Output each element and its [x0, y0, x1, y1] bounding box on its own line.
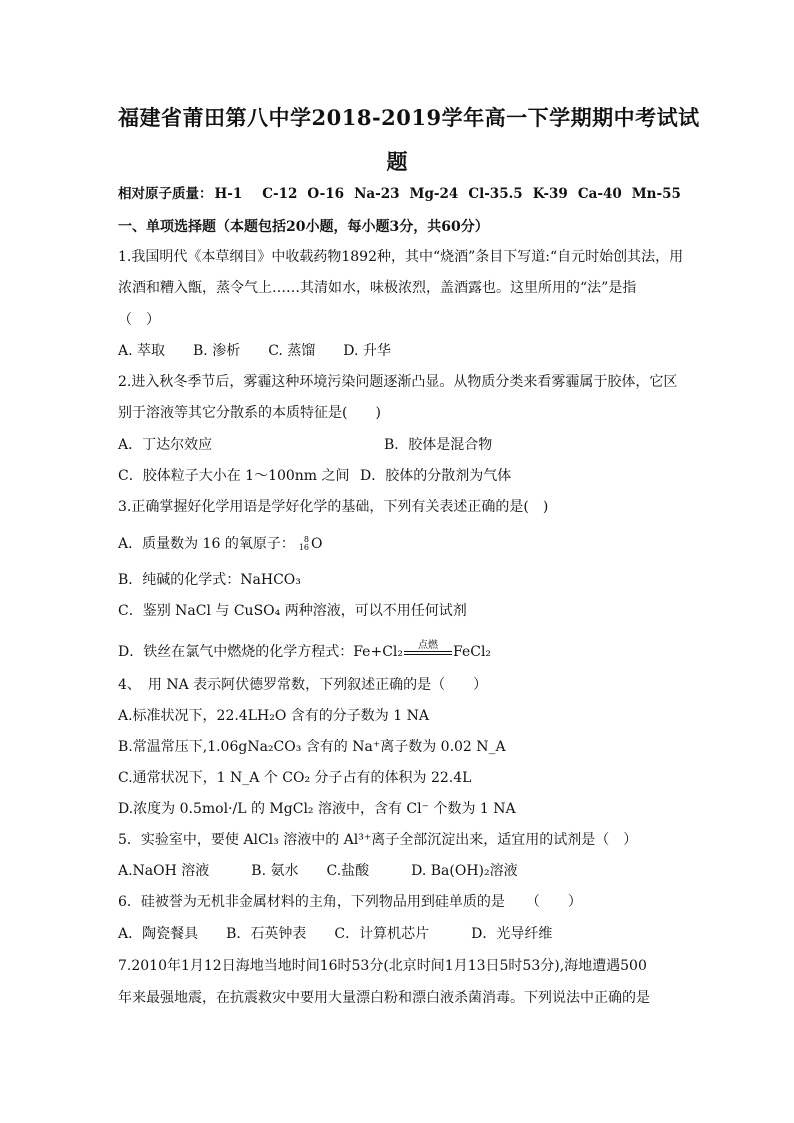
question-3-option-d	[118, 642, 491, 662]
reaction-condition-label: 点燃	[418, 640, 438, 651]
question-2-option-b: B．胶体是混合物	[384, 437, 493, 453]
question-5-text: 5．实验室中，要使 AlCl₃ 溶液中的 Al³⁺离子全部沉淀出来，适宜用的试剂是（ ）	[118, 832, 638, 848]
equation-left: D．铁丝在氯气中燃烧的化学方程式：Fe+Cl₂	[118, 644, 403, 660]
equation-right: FeCl₂	[453, 644, 492, 660]
isotope-mass-number: 16	[298, 543, 310, 552]
isotope-notation	[299, 536, 309, 552]
question-1-text-2: 浓酒和糟入甑，蒸令气上……其清如水，味极浓烈，盖酒露也。这里所用的“法”是指	[118, 280, 637, 296]
atom-mass: Mn-55	[631, 186, 681, 202]
question-4-text: 4、 用 NA 表示阿伏德罗常数，下列叙述正确的是（ ）	[118, 677, 488, 693]
question-4-option-d: D.浓度为 0.5mol·/L 的 MgCl₂ 溶液中，含有 Cl⁻ 个数为 1 NA	[118, 801, 516, 817]
question-4-option-a: A.标准状况下，22.4LH₂O 含有的分子数为 1 NA	[118, 708, 429, 724]
question-6-options: A．陶瓷餐具 B．石英钟表 C．计算机芯片 D．光导纤维	[118, 926, 553, 942]
reaction-condition-arrow	[404, 642, 452, 662]
question-6-text: 6．硅被誉为无机非金属材料的主角，下列物品用到硅单质的是 （ ）	[118, 894, 582, 910]
question-2-option-d: D．胶体的分散剂为气体	[360, 468, 512, 484]
atom-mass: Ca-40	[577, 186, 622, 202]
atom-mass: Na-23	[354, 186, 400, 202]
atom-mass: H-1	[214, 186, 243, 202]
atom-mass: Mg-24	[409, 186, 459, 202]
question-3-text: 3.正确掌握好化学用语是学好化学的基础，下列有关表述正确的是( )	[118, 499, 549, 515]
question-7-text-2: 年来最强地震，在抗震救灾中要用大量漂白粉和漂白液杀菌消毒。下列说法中正确的是	[118, 990, 650, 1006]
question-4-option-b: B.常温常压下,1.06gNa₂CO₃ 含有的 Na⁺离子数为 0.02 N_A	[118, 739, 506, 755]
atomic-label: 相对原子质量：	[118, 186, 213, 202]
atom-mass: K-39	[532, 186, 568, 202]
question-1-options: A. 萃取 B. 渗析 C. 蒸馏 D. 升华	[118, 343, 391, 359]
atom-mass: O-16	[307, 186, 345, 202]
question-5-options: A.NaOH 溶液 B. 氨水 C.盐酸 D. Ba(OH)₂溶液	[118, 863, 518, 879]
question-3-option-b: B．纯碱的化学式：NaHCO₃	[118, 572, 301, 588]
isotope-symbol: O	[311, 536, 323, 552]
question-2-option-c: C．胶体粒子大小在 1～100nm 之间	[118, 468, 350, 484]
isotope-atomic-number: 8	[303, 535, 310, 544]
question-7-text: 7.2010年1月12日海地当地时间16时53分(北京时间1月13日5时53分),海地遭遇500	[118, 958, 647, 974]
question-1-bracket: （ ）	[118, 312, 160, 328]
section-heading: 一、单项选择题（本题包括20小题，每小题3分，共60分）	[118, 219, 489, 235]
atom-mass: C-12	[262, 186, 298, 202]
page-title: 福建省莆田第八中学2018-2019学年高一下学期期中考试试	[118, 105, 700, 130]
atomic-masses	[118, 184, 691, 204]
question-3-option-a	[118, 534, 323, 554]
page-title-continued: 题	[386, 149, 408, 174]
question-1-text: 1.我国明代《本草纲目》中收载药物1892种，其中“烧酒”条目下写道:“自元时始创其法，用	[118, 249, 684, 265]
question-3-option-c: C．鉴别 NaCl 与 CuSO₄ 两种溶液，可以不用任何试剂	[118, 603, 467, 619]
question-2-option-a: A．丁达尔效应	[118, 437, 213, 453]
option-a-text: A．质量数为 16 的氧原子：	[118, 536, 295, 552]
question-2-text-2: 别于溶液等其它分散系的本质特征是( )	[118, 405, 381, 421]
atom-mass: Cl-35.5	[468, 186, 523, 202]
question-4-option-c: C.通常状况下，1 N_A 个 CO₂ 分子占有的体积为 22.4L	[118, 770, 472, 786]
question-2-text: 2.进入秋冬季节后，雾霾这种环境污染问题逐渐凸显。从物质分类来看雾霾属于胶体，它区	[118, 374, 678, 390]
